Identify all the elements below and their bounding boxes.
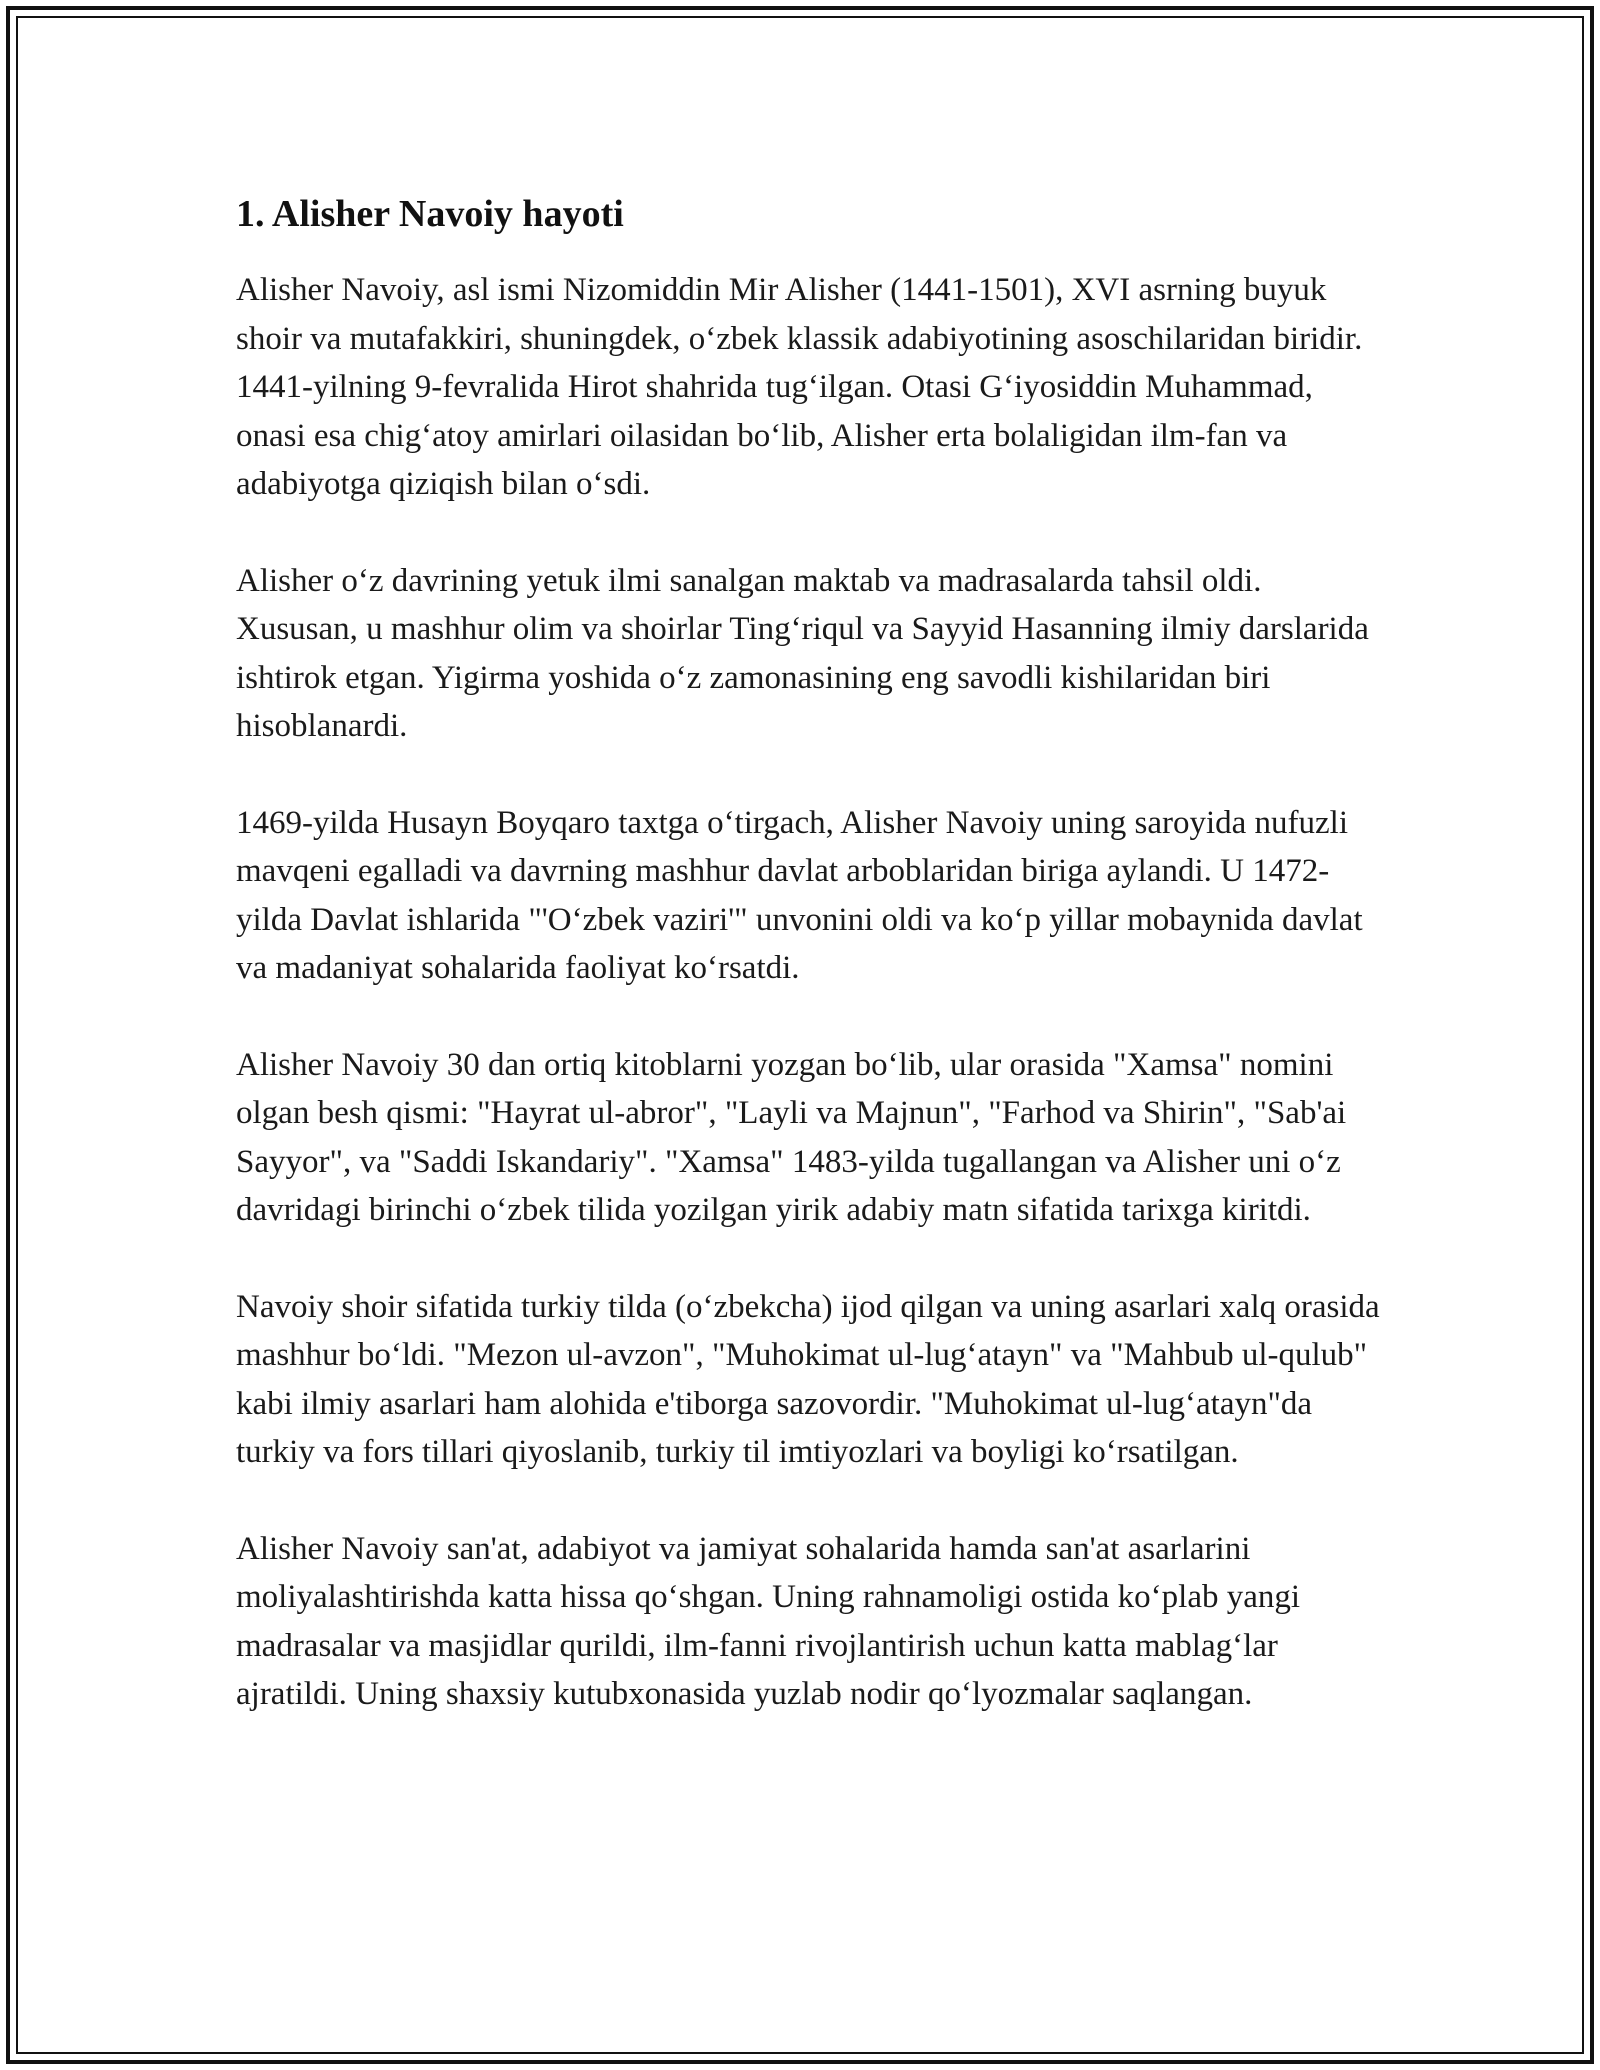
paragraph-patronage: Alisher Navoiy san'at, adabiyot va jamiyat sohalarida hamda san'at asarlarini moliyalashtirishda katta hissa qo‘shgan. Uning rahnamoligi ostida ko‘plab yangi madrasalar va masjidlar qurildi, ilm-fanni rivojlantirish uchun katta mablag‘lar ajratildi. Uning shaxsiy kutubxonasida yuzlab nodir qo‘lyozmalar saqlangan. <box>236 1530 1301 1712</box>
paragraph-khamsa: Alisher Navoiy 30 dan ortiq kitoblarni yozgan bo‘lib, ular orasida "Xamsa" nomini olgan besh qismi: "Hayrat ul-abror", "Layli va Majnun", "Farhod va Shirin", "Sab'ai Sayyor", va "Saddi Iskandariy". "Xamsa" 1483-yilda tugallangan va Alisher uni o‘z davridagi birinchi o‘zbek tilida yozilgan yirik adabiy matn sifatida tarixga kiritdi. <box>236 1046 1347 1228</box>
document-body <box>236 188 1386 1719</box>
paragraph-early-life: Alisher Navoiy, asl ismi Nizomiddin Mir Alisher (1441-1501), XVI asrning buyuk shoir va mutafakkiri, shuningdek, o‘zbek klassik adabiyotining asoschilaridan biridir. 1441-yilning 9-fevralida Hirot shahrida tug‘ilgan. Otasi G‘iyosiddin Muhammad, onasi esa chig‘atoy amirlari oilasidan bo‘lib, Alisher erta bolaligidan ilm-fan va adabiyotga qiziqish bilan o‘sdi. <box>236 272 1363 502</box>
paragraph-court-career: 1469-yilda Husayn Boyqaro taxtga o‘tirgach, Alisher Navoiy uning saroyida nufuzli mavqeni egalladi va davrning mashhur davlat arboblaridan biriga aylandi. U 1472-yilda Davlat ishlarida "'O‘zbek vaziri'" unvonini oldi va ko‘p yillar mobaynida davlat va madaniyat sohalarida faoliyat ko‘rsatdi. <box>236 804 1363 986</box>
section-title: 1. Alisher Navoiy hayoti <box>236 193 624 235</box>
paragraph-scholarly-works: Navoiy shoir sifatida turkiy tilda (o‘zbekcha) ijod qilgan va uning asarlari xalq orasida mashhur bo‘ldi. "Mezon ul-avzon", "Muhokimat ul-lug‘atayn" va "Mahbub ul-qulub" kabi ilmiy asarlari ham alohida e'tiborga sazovordir. "Muhokimat ul-lug‘atayn"da turkiy va fors tillari qiyoslanib, turkiy til imtiyozlari va boyligi ko‘rsatilgan. <box>236 1288 1380 1470</box>
paragraph-education: Alisher o‘z davrining yetuk ilmi sanalgan maktab va madrasalarda tahsil oldi. Xususan, u mashhur olim va shoirlar Ting‘riqul va Sayyid Hasanning ilmiy darslarida ishtirok etgan. Yigirma yoshida o‘z zamonasining eng savodli kishilaridan biri hisoblanardi. <box>236 562 1369 744</box>
